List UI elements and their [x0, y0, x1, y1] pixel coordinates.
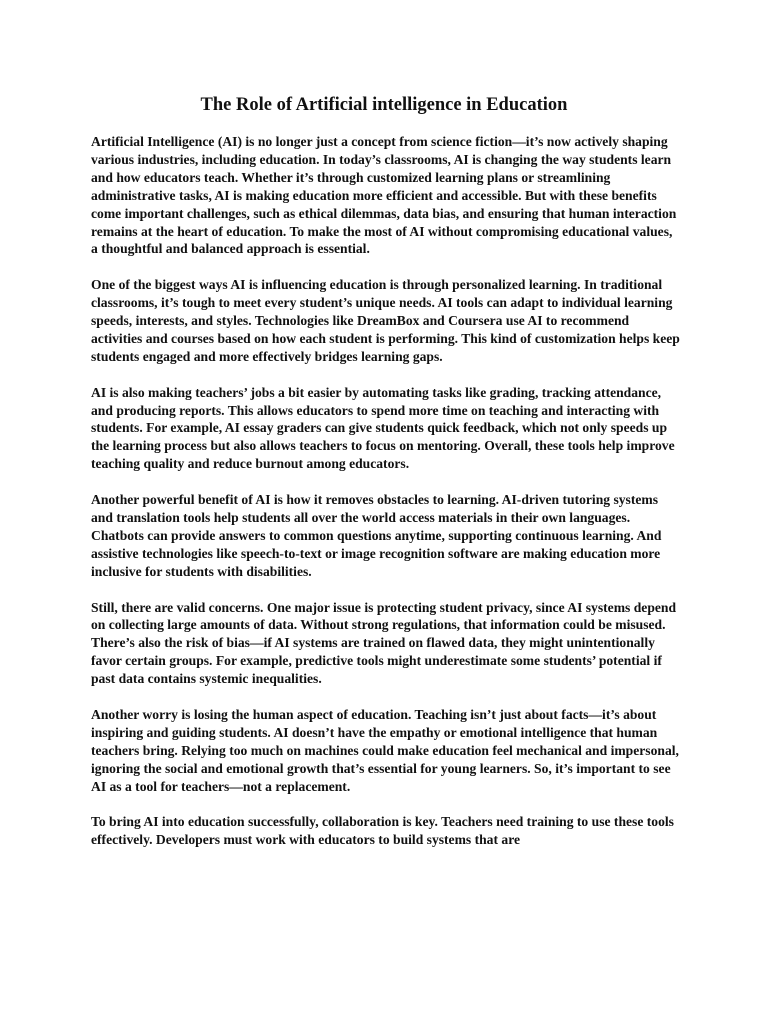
- paragraph-personalized-learning: One of the biggest ways AI is influencing education is through personalized learning. In traditional classrooms, it’s tough to meet every student’s unique needs. AI tools can adapt to individual learning speeds, interests, and styles. Technologies like DreamBox and Coursera use AI to recommend activities and courses based on how each student is performing. This kind of customization helps keep students engaged and more effectively bridges learning gaps.: [91, 277, 680, 364]
- paragraph-accessibility: Another powerful benefit of AI is how it removes obstacles to learning. AI-driven tutoring systems and translation tools help students all over the world access materials in their own languages. Chatbots can provide answers to common questions anytime, supporting continuous learning. And assistive technologies like speech-to-text or image recognition software are making education more inclusive for students with disabilities.: [91, 492, 662, 579]
- paragraph-collaboration: To bring AI into education successfully, collaboration is key. Teachers need training to use these tools effectively. Developers must work with educators to build systems that are: [91, 814, 674, 848]
- paragraph-teacher-automation: AI is also making teachers’ jobs a bit easier by automating tasks like grading, tracking attendance, and producing reports. This allows educators to spend more time on teaching and interacting with students. For example, AI essay graders can give students quick feedback, which not only speeds up the learning process but also allows teachers to focus on mentoring. Overall, these tools help improve teaching quality and reduce burnout among educators.: [91, 384, 675, 472]
- document-title: The Role of Artificial intelligence in Education: [200, 95, 568, 115]
- paragraph-intro: Artificial Intelligence (AI) is no longer just a concept from science fiction—it’s now actively shaping various industries, including education. In today’s classrooms, AI is changing the way students learn and how educators teach. Whether it’s through customized learning plans or streamlining administrative tasks, AI is making education more efficient and accessible. But with these benefits come important challenges, such as ethical dilemmas, data bias, and ensuring that human interaction remains at the heart of education. To make the most of AI without compromising educational values, a thoughtful and balanced approach is essential.: [91, 134, 677, 257]
- paragraph-privacy-bias: Still, there are valid concerns. One major issue is protecting student privacy, since AI systems depend on collecting large amounts of data. Without strong regulations, that information could be misused. There’s also the risk of bias—if AI systems are trained on flawed data, they might unintentionally favor certain groups. For example, predictive tools might underestimate some students’ potential if past data contains systemic inequalities.: [91, 599, 677, 687]
- document-body: [91, 133, 681, 867]
- paragraph-human-aspect: Another worry is losing the human aspect of education. Teaching isn’t just about facts—it’s about inspiring and guiding students. AI doesn’t have the empathy or emotional intelligence that human teachers bring. Relying too much on machines could make education feel mechanical and impersonal, ignoring the social and emotional growth that’s essential for young learners. So, it’s important to see AI as a tool for teachers—not a replacement.: [91, 706, 679, 794]
